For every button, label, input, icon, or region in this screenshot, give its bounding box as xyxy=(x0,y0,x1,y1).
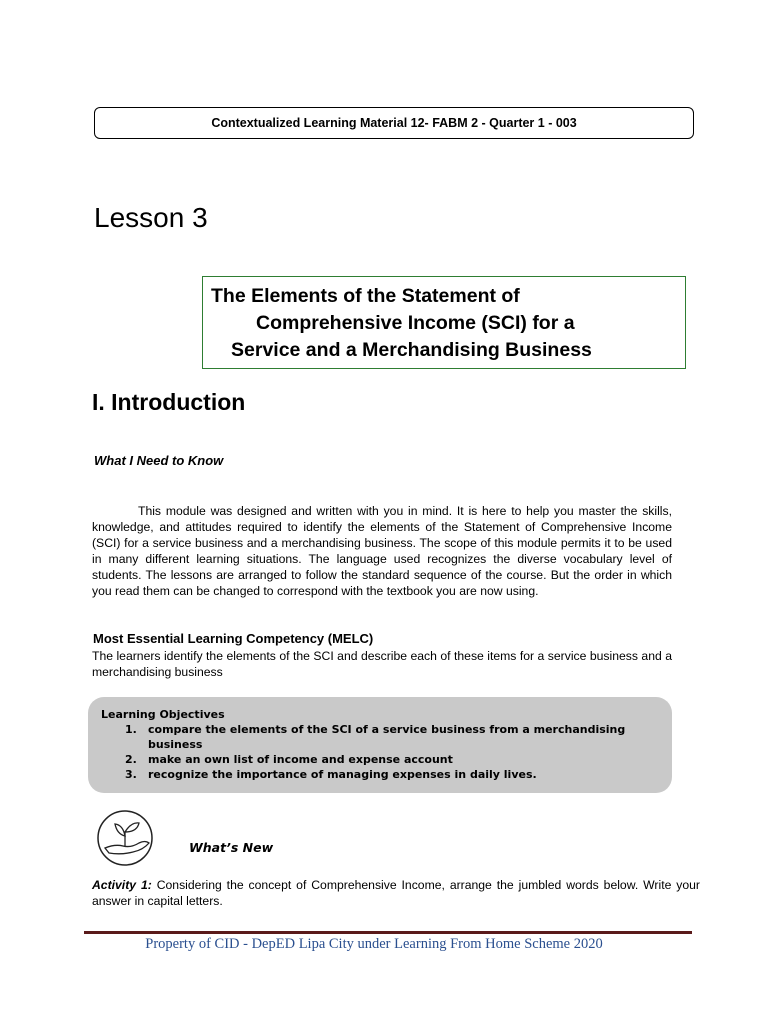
objective-item xyxy=(125,752,665,767)
activity-label: Activity 1: xyxy=(92,878,152,892)
topic-box xyxy=(202,276,686,369)
activity-text: Considering the concept of Comprehensive Income, arrange the jumbled words below. Write your answer in capital letters. xyxy=(92,878,700,908)
what-i-need-to-know-heading: What I Need to Know xyxy=(94,453,224,468)
objectives-title: Learning Objectives xyxy=(101,708,225,721)
lesson-title: Lesson 3 xyxy=(94,202,208,233)
objective-text: recognize the importance of managing expenses in daily lives. xyxy=(148,768,537,781)
objective-text: make an own list of income and expense account xyxy=(148,753,453,766)
objective-item xyxy=(125,722,665,752)
footer-text: Property of CID - DepED Lipa City under Learning From Home Scheme 2020 xyxy=(145,936,603,952)
footer-divider xyxy=(84,931,692,934)
objective-number: 2. xyxy=(125,753,137,766)
objectives-list xyxy=(125,722,665,782)
melc-text: The learners identify the elements of the SCI and describe each of these items for a service business and a merchandising business xyxy=(92,649,672,679)
introduction-heading: I. Introduction xyxy=(92,389,246,415)
topic-line-3: Service and a Merchandising Business xyxy=(231,339,592,361)
activity-instructions xyxy=(92,877,700,909)
topic-line-2: Comprehensive Income (SCI) for a xyxy=(256,312,575,334)
whats-new-heading: What’s New xyxy=(189,840,274,855)
document-header xyxy=(94,107,694,139)
objective-text: compare the elements of the SCI of a service business from a merchandising business xyxy=(148,723,626,751)
topic-line-1: The Elements of the Statement of xyxy=(211,285,520,307)
introduction-paragraph: This module was designed and written with you in mind. It is here to help you master the skills, knowledge, and attitudes required to identify the elements of the Statement of Comprehensive Income (SCI) for a service business and a merchandising business. The scope of this module permits it to be used in many different learning situations. The language used recognizes the diverse vocabulary level of students. The lessons are arranged to follow the standard sequence of the course. But the order in which you read them can be changed to correspond with the textbook you are now using. xyxy=(92,504,672,598)
seedling-hand-icon xyxy=(95,810,155,866)
learning-objectives-box xyxy=(88,697,672,793)
melc-title: Most Essential Learning Competency (MELC) xyxy=(93,631,374,646)
header-title: Contextualized Learning Material 12- FABM 2 - Quarter 1 - 003 xyxy=(211,116,577,130)
objective-number: 3. xyxy=(125,768,137,781)
objective-number: 1. xyxy=(125,723,137,736)
objective-item xyxy=(125,767,665,782)
